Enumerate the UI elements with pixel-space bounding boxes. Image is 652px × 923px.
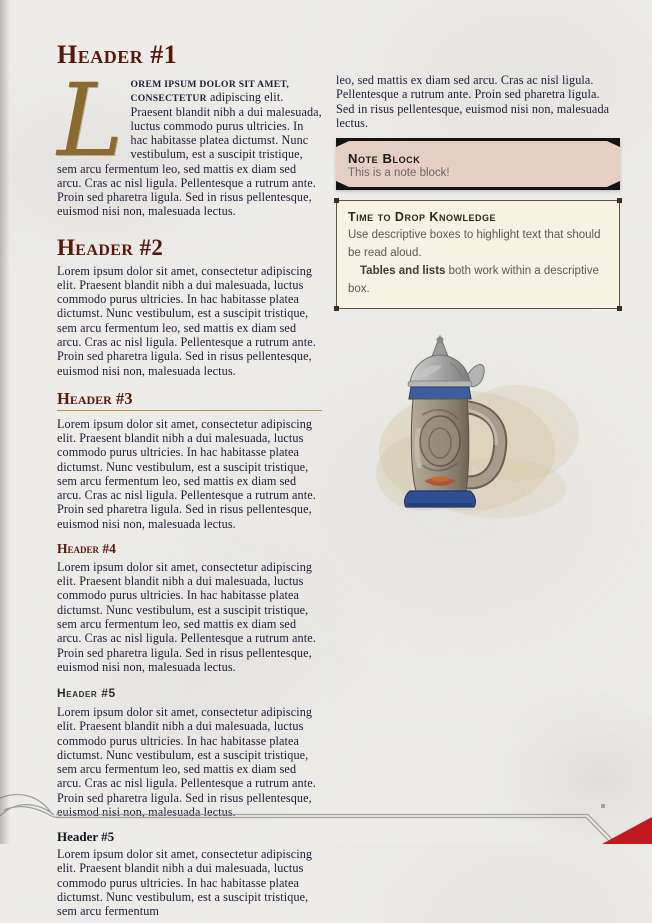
footer-rule [56,815,617,845]
footer-dot [601,804,605,808]
descriptive-box-line2 [348,263,608,299]
paragraph-1-text: adipiscing elit. Praesent blandit nibh a dui malesuada, luctus commodo purus ultricies. In hac habitasse platea dictumst. Nunc vestibulum, est a suscipit tristique, sem arcu fermentum leo, sed mattis ex diam sed arcu. Cras ac nisl ligula. Pellentesque a rutrum ante. Proin sed pharetra ligula. Sed in risus pellentesque, euismod nisi non, malesuada lectus. [57,90,322,219]
paragraph-5: Lorem ipsum dolor sit amet, consectetur adipiscing elit. Praesent blandit nibh a dui malesuada, luctus commodo purus ultricies. In hac habitasse platea dictumst. Nunc vestibulum, est a suscipit tristique, sem arcu fermentum leo, sed mattis ex diam sed arcu. Cras ac nisl ligula. Pellentesque a rutrum ante. Proin sed pharetra ligula. Sed in risus pellentesque, euismod nisi non, malesuada lectus. [57,705,316,819]
beer-stein-illustration [362,333,602,523]
note-block-body: This is a note block! [348,167,450,180]
note-block-title: Note Block [348,151,421,167]
header-5-bold: Header #5 [57,829,115,845]
descriptive-box-title: Time to Drop Knowledge [348,210,496,225]
note-block-bottom-border [336,181,620,190]
descriptive-box [336,200,620,309]
corner-dot-icon [334,306,339,311]
descriptive-box-line1: Use descriptive boxes to highlight text that should be read aloud. [348,229,601,259]
drop-cap-letter: L [57,62,124,179]
paragraph-3: Lorem ipsum dolor sit amet, consectetur adipiscing elit. Praesent blandit nibh a dui malesuada, luctus commodo purus ultricies. In hac habitasse platea dictumst. Nunc vestibulum, est a suscipit tristique, sem arcu fermentum leo, sed mattis ex diam sed arcu. Cras ac nisl ligula. Pellentesque a rutrum ante. Proin sed pharetra ligula. Sed in risus pellentesque, euismod nisi non, malesuada lectus. [57,416,316,531]
corner-dot-icon [334,198,339,203]
paragraph-2: Lorem ipsum dolor sit amet, consectetur adipiscing elit. Praesent blandit nibh a dui malesuada, luctus commodo purus ultricies. In hac habitasse platea dictumst. Nunc vestibulum, est a suscipit tristique, sem arcu fermentum leo, sed mattis ex diam sed arcu. Cras ac nisl ligula. Pellentesque a rutrum ante. Proin sed pharetra ligula. Sed in risus pellentesque, euismod nisi non, malesuada lectus. [57,263,316,378]
beer-stein-svg [362,333,602,523]
descriptive-box-line2-bold: Tables and lists [360,264,446,277]
lead-in-text: OREM IPSUM DOLOR SIT AMET, CONSECTETUR [130,79,290,105]
note-block-top-border [336,138,620,147]
corner-dot-icon [617,306,622,311]
header-5: Header #5 [57,686,116,701]
header-2: Header #2 [57,234,164,260]
header-1: Header #1 [57,40,178,69]
footer-red-triangle [602,817,652,844]
header-4: Header #4 [57,540,116,556]
paragraph-6: Lorem ipsum dolor sit amet, consectetur adipiscing elit. Praesent blandit nibh a dui malesuada, luctus commodo purus ultricies. In hac habitasse platea dictumst. Nunc vestibulum, est a suscipit tristique, sem arcu fermentum [57,847,313,919]
descriptive-box-line2-rest: both work within a descriptive box. [348,264,599,295]
paragraph-dropcap [57,62,322,219]
corner-dot-icon [617,198,622,203]
footer-decoration [0,784,652,844]
note-block [336,139,620,189]
paragraph-4: Lorem ipsum dolor sit amet, consectetur adipiscing elit. Praesent blandit nibh a dui malesuada, luctus commodo purus ultricies. In hac habitasse platea dictumst. Nunc vestibulum, est a suscipit tristique, sem arcu fermentum leo, sed mattis ex diam sed arcu. Cras ac nisl ligula. Pellentesque a rutrum ante. Proin sed pharetra ligula. Sed in risus pellentesque, euismod nisi non, malesuada lectus. [57,559,316,674]
header-3: Header #3 [57,389,322,411]
paragraph-continued: leo, sed mattis ex diam sed arcu. Cras ac nisl ligula. Pellentesque a rutrum ante. Proin sed pharetra ligula. Sed in risus pellentesque, euismod nisi non, malesuada lectus. [336,73,610,130]
footer-flourish [0,795,60,818]
